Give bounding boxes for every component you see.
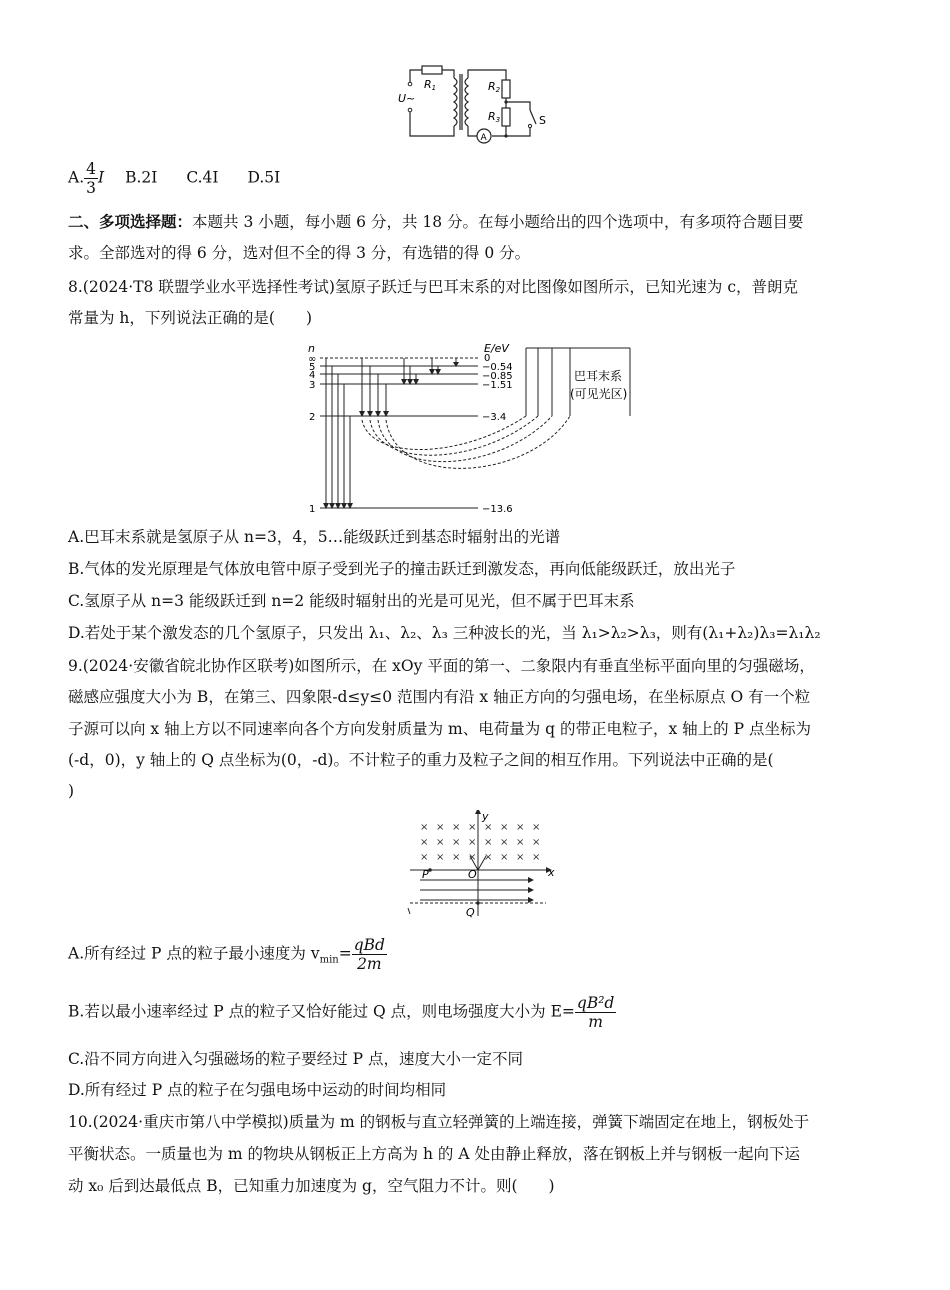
q9-option-c: C.沿不同方向进入匀强磁场的粒子要经过 P 点，速度大小一定不同 [68, 1050, 524, 1068]
section-line-1 [68, 211, 888, 233]
q8-option-c: C.氢原子从 n=3 能级跃迁到 n=2 能级时辐射出的光是可见光，但不属于巴耳末系 [68, 592, 635, 610]
q9-option-b [68, 994, 888, 1031]
q9-option-b-num: qB²d [576, 994, 615, 1012]
q9-stem-4: (-d，0)，y 轴上的 Q 点坐标为(0，-d)。不计粒子的重力及粒子之间的相互作用。下列说法中正确的是( [68, 751, 774, 769]
cross: × [468, 852, 477, 863]
r2-label: R [488, 80, 496, 93]
cross: × [484, 852, 493, 863]
level-label-inf: ∞ [308, 354, 317, 365]
cross: × [516, 852, 525, 863]
cross: × [484, 837, 493, 848]
cross: × [452, 852, 461, 863]
option-a-prefix: A. [68, 168, 85, 187]
level-label-5: 5 [309, 362, 316, 373]
q9-option-a-num: qBd [353, 936, 385, 954]
q9-stem-1: 9.(2024·安徽省皖北协作区联考)如图所示，在 xOy 平面的第一、二象限内有垂直坐标平面向里的匀强磁场， [68, 657, 815, 675]
q9-option-b-den: m [588, 1013, 603, 1031]
cross: × [500, 822, 509, 833]
level-label-1: 1 [309, 504, 316, 515]
q9-stem-2: 磁感应强度大小为 B，在第三、四象限-d≤y≤0 范围内有沿 x 轴正方向的匀强电场，在坐标原点 O 有一个粒 [68, 688, 811, 706]
ammeter-label: A [480, 133, 487, 143]
energy-value-5: −0.54 [482, 362, 513, 373]
q10-stem-3: 动 x₀ 后到达最低点 B，已知重力加速度为 g，空气阻力不计。则( ) [68, 1177, 555, 1195]
option-a-unit: I [98, 168, 105, 187]
option-a-den: 3 [86, 179, 96, 197]
magnetic-field-crosses [420, 822, 540, 863]
q8-stem-2: 常量为 h，下列说法正确的是( ) [68, 309, 313, 327]
q8-option-b: B.气体的发光原理是气体放电管中原子受到光子的撞击跃迁到激发态，再向低能级跃迁，放出光子 [68, 560, 736, 578]
energy-value-inf: 0 [484, 353, 491, 364]
field-diagram [400, 810, 560, 920]
section-intro-1: 本题共 3 小题，每小题 6 分，共 18 分。在每小题给出的四个选项中，有多项符合题目要 [192, 213, 804, 231]
q8-option-d: D.若处于某个激发态的几个氢原子，只发出 λ₁、λ₂、λ₃ 三种波长的光，当 λ₁>λ₂>λ₃，则有(λ₁+λ₂)λ₃=λ₁λ₂ [68, 624, 821, 642]
r1-label: R [424, 78, 432, 91]
q8-stem-1: 8.(2024·T8 联盟学业水平选择性考试)氢原子跃迁与巴耳末系的对比图像如图所示，已知光速为 c，普朗克 [68, 278, 798, 296]
level-label-3: 3 [309, 380, 316, 391]
option-a-fraction [84, 160, 98, 197]
origin-label: O [468, 868, 477, 881]
cross: × [532, 822, 541, 833]
q10-stem-1: 10.(2024·重庆市第八中学模拟)质量为 m 的钢板与直立轻弹簧的上端连接，弹簧下端固定在地上，钢板处于 [68, 1113, 810, 1131]
cross: × [420, 837, 429, 848]
option-d: D.5I [247, 168, 281, 187]
q9-option-a: A.所有经过 P 点的粒子最小速度为 $v_{min}=$ $\frac{\text{qBd}}{2m}$ [68, 936, 385, 973]
q9-stem-5: ) [68, 782, 75, 800]
q9-stem-3: 子源可以向 x 轴上方以不同速率向各个方向发射质量为 m、电荷量为 q 的带正电粒子，x 轴上的 P 点坐标为 [68, 720, 811, 738]
option-a-num: 4 [86, 160, 96, 178]
cross: × [532, 852, 541, 863]
balmer-series-note: (可见光区) [570, 387, 628, 401]
cross: × [436, 852, 445, 863]
q7-options [68, 160, 888, 197]
energy-value-4: −0.85 [482, 371, 513, 382]
n-axis-label: n [308, 342, 315, 355]
q9-option-a-sub: min [319, 954, 339, 966]
point-p-label: P [422, 868, 429, 881]
cross: × [420, 822, 429, 833]
cross: × [436, 837, 445, 848]
option-b: B.2I [125, 168, 158, 187]
cross: × [500, 852, 509, 863]
energy-level-diagram [300, 340, 650, 520]
cross: × [452, 822, 461, 833]
point-q-label: Q [466, 906, 475, 919]
svg-text:R2 [488, 80, 501, 94]
energy-value-1: −13.6 [482, 504, 513, 515]
q9-option-a-den: 2m [357, 955, 382, 973]
section-intro-2: 求。全部选对的得 6 分，选对但不全的得 3 分，有选错的得 0 分。 [68, 244, 531, 262]
cross: × [452, 837, 461, 848]
cross: × [468, 837, 477, 848]
q9-option-b-fraction [575, 994, 616, 1031]
x-axis-label: x [548, 866, 555, 879]
q9-option-d: D.所有经过 P 点的粒子在匀强电场中运动的时间均相同 [68, 1081, 447, 1099]
voltage-label: U~ [398, 92, 416, 105]
cross: × [420, 852, 429, 863]
cross: × [500, 837, 509, 848]
cross: × [532, 837, 541, 848]
q10-stem-2: 平衡状态。一质量也为 m 的物块从钢板正上方高为 h 的 A 处由静止释放，落在钢板上并与钢板一起向下运 [68, 1145, 800, 1163]
r2-sub: 2 [495, 86, 501, 94]
section-title: 二、多项选择题： [68, 212, 193, 231]
balmer-series-label: 巴耳末系 [574, 369, 623, 383]
r3-label: R [488, 110, 496, 123]
cross: × [484, 822, 493, 833]
cross: × [436, 822, 445, 833]
level-label-2: 2 [309, 412, 316, 423]
svg-text:R3 [488, 110, 500, 124]
energy-axis-label: E/eV [484, 342, 509, 355]
cross: × [516, 837, 525, 848]
energy-value-2: −3.4 [482, 412, 507, 423]
r3-sub: 3 [495, 116, 501, 124]
circuit-diagram [396, 64, 556, 148]
q9-option-b-text: B.若以最小速率经过 P 点的粒子又恰好能过 Q 点，则电场强度大小为 E= [68, 1002, 575, 1021]
q8-option-a: A.巴耳末系就是氢原子从 n=3，4，5…能级跃迁到基态时辐射出的光谱 [68, 528, 561, 546]
svg-text:R1 [424, 78, 436, 92]
q9-option-a-fraction [352, 936, 387, 973]
switch-label: S [539, 114, 546, 127]
cross: × [468, 822, 477, 833]
y-axis-label: y [482, 810, 489, 823]
energy-value-3: −1.51 [482, 380, 513, 391]
r1-sub: 1 [431, 84, 437, 92]
level-label-4: 4 [309, 370, 316, 381]
q9-option-a-text: A.所有经过 P 点的粒子最小速度为 v [68, 944, 320, 963]
cross: × [516, 822, 525, 833]
option-c: C.4I [186, 168, 219, 187]
